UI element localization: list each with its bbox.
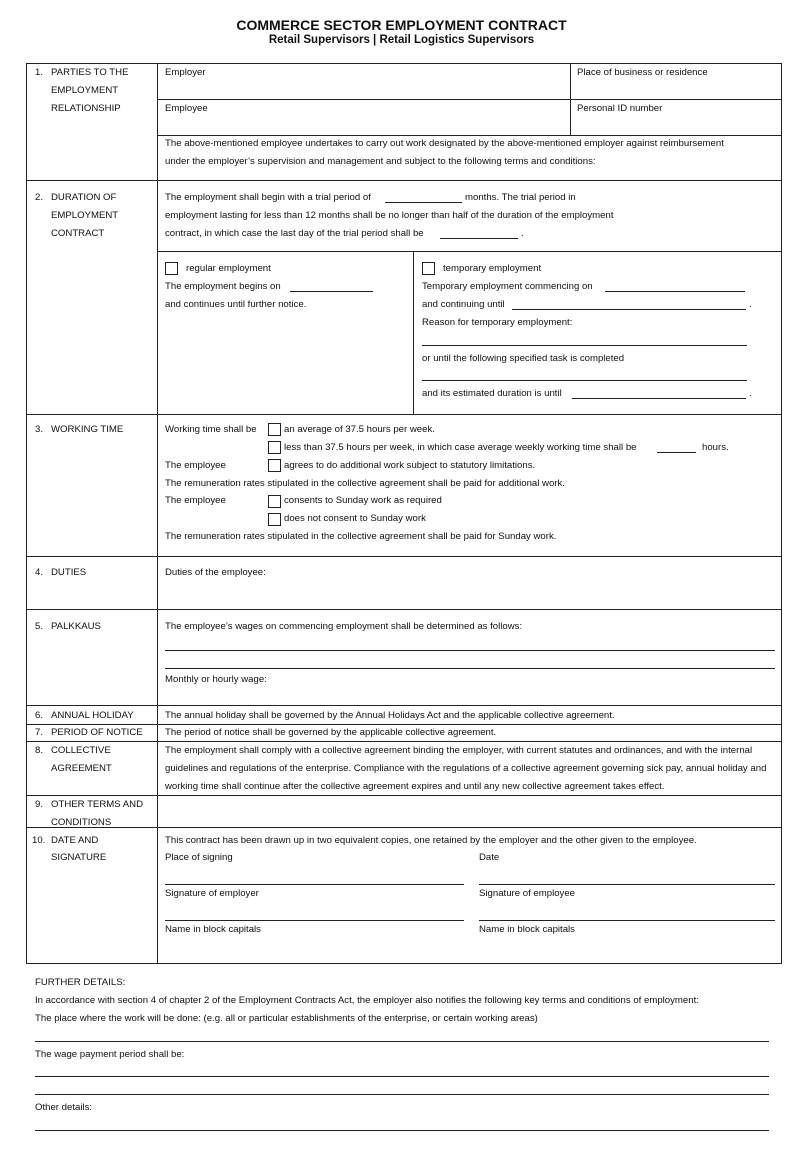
row-divider [26,724,782,725]
temporary-employment-checkbox[interactable] [422,262,435,275]
notice-period-text: The period of notice shall be governed by the applicable collective agreement. [165,727,497,738]
trial-end-date-blank[interactable] [440,238,518,239]
employee-signature-field[interactable] [479,920,775,921]
section-number: 4. [35,567,44,578]
duties-field[interactable] [158,582,781,608]
section-label: ANNUAL HOLIDAY [51,710,134,721]
section-number: 9. [35,799,44,810]
date-field[interactable] [479,884,775,885]
task-blank[interactable] [422,380,747,381]
section-label: COLLECTIVE [51,745,111,756]
wage-period-blank[interactable] [35,1076,769,1077]
section-label: AGREEMENT [51,763,112,774]
employer-signature-label: Signature of employer [165,888,259,899]
row-divider [26,705,782,706]
wage-period-blank[interactable] [35,1094,769,1095]
reason-blank[interactable] [422,345,747,346]
work-place-blank[interactable] [35,1041,769,1042]
less-hours-label: less than 37.5 hours per week, in which case average weekly working time shall be [284,442,637,453]
regular-employment-checkbox[interactable] [165,262,178,275]
employee-name-label: Name in block capitals [479,924,575,935]
trial-period-text: The employment shall begin with a trial period of [165,192,371,203]
other-details-blank[interactable] [35,1130,769,1131]
average-hours-checkbox[interactable] [268,423,281,436]
section-label: SIGNATURE [51,852,107,863]
hours-unit: hours. [702,442,729,453]
section-label: DURATION OF [51,192,117,203]
annual-holiday-text: The annual holiday shall be governed by the Annual Holidays Act and the applicable collective agreement. [165,710,615,721]
additional-work-label: agrees to do additional work subject to statutory limitations. [284,460,536,471]
section-number: 8. [35,745,44,756]
trial-period-text: contract, in which case the last day of the trial period shall be [165,228,424,239]
place-of-signing-label: Place of signing [165,852,233,863]
employer-address-field-label: Place of business or residence [577,67,708,78]
trial-period-text: employment lasting for less than 12 months shall be no longer than half of the duration of the employment [165,210,614,221]
temp-end-date-blank[interactable] [512,309,746,310]
row-divider [157,135,782,136]
work-place-text: The place where the work will be done: (e.g. all or particular establishments of the enterprise, or certain working areas) [35,1013,538,1024]
section-number: 7. [35,727,44,738]
monthly-wage-label: Monthly or hourly wage: [165,674,267,685]
punctuation: . [749,299,752,310]
working-time-text: Working time shall be [165,424,257,435]
estimated-text: and its estimated duration is until [422,388,562,399]
section-label: PERIOD OF NOTICE [51,727,143,738]
employer-field[interactable] [158,64,569,99]
section-label: PARTIES TO THE [51,67,129,78]
employee-text: The employee [165,495,226,506]
less-hours-checkbox[interactable] [268,441,281,454]
remuneration-text: The remuneration rates stipulated in the collective agreement shall be paid for additional work. [165,478,565,489]
section-number: 1. [35,67,44,78]
punctuation: . [749,388,752,399]
row-divider [26,556,782,557]
sunday-consent-checkbox[interactable] [268,495,281,508]
temp-commencing-text: Temporary employment commencing on [422,281,593,292]
section-label: CONDITIONS [51,817,112,828]
average-hours-label: an average of 37.5 hours per week. [284,424,435,435]
row-divider [26,414,782,415]
section-label: PALKKAUS [51,621,101,632]
trial-period-text: months. The trial period in [465,192,576,203]
page-title: COMMERCE SECTOR EMPLOYMENT CONTRACT [236,17,567,33]
temp-start-date-blank[interactable] [605,291,745,292]
section-number: 6. [35,710,44,721]
begin-date-blank[interactable] [290,291,373,292]
section-label: OTHER TERMS AND [51,799,144,810]
table-left-border [26,63,27,963]
section-number: 2. [35,192,44,203]
wage-period-label: The wage payment period shall be: [35,1049,185,1060]
duties-label: Duties of the employee: [165,567,266,578]
task-text: or until the following specified task is completed [422,353,625,364]
reason-text: Reason for temporary employment: [422,317,573,328]
sunday-no-consent-checkbox[interactable] [268,513,281,526]
date-label: Date [479,852,500,863]
wages-blank[interactable] [165,668,775,669]
other-details-label: Other details: [35,1102,93,1113]
other-terms-field[interactable] [158,796,781,827]
continuing-until-text: and continuing until [422,299,505,310]
employee-field[interactable] [158,100,569,135]
section-label: DUTIES [51,567,87,578]
page-subtitle: Retail Supervisors | Retail Logistics Supervisors [268,34,535,46]
trial-period-text: . [521,228,524,239]
employer-address-field[interactable] [571,64,781,99]
table-right-border [781,63,782,963]
label-column-divider [157,63,158,963]
intro-text: The above-mentioned employee undertakes to carry out work designated by the above-mentioned employer against reimbursement [165,138,724,149]
section-label: CONTRACT [51,228,105,239]
section-number: 3. [35,424,44,435]
wages-text: The employee’s wages on commencing employment shall be determined as follows: [165,621,523,632]
temporary-employment-label: temporary employment [443,263,542,274]
wages-blank[interactable] [165,650,775,651]
continues-text: and continues until further notice. [165,299,307,310]
section-label: WORKING TIME [51,424,124,435]
row-divider [26,609,782,610]
trial-months-blank[interactable] [385,202,462,203]
section-label: EMPLOYMENT [51,210,119,221]
further-details-text: In accordance with section 4 of chapter 2 of the Employment Contracts Act, the employer also notifies the following key terms and conditions of employment: [35,995,699,1006]
further-details-title: FURTHER DETAILS: [35,977,126,988]
section-label: RELATIONSHIP [51,103,121,114]
table-bottom-border [26,963,782,964]
additional-work-checkbox[interactable] [268,459,281,472]
employer-field-label: Employer [165,67,206,78]
collective-agreement-text: The employment shall comply with a collective agreement binding the employer, with current statutes and ordinances, and with the internal guidelines and regulations of the enterprise. Compliance with the regulations of a collective agreement governing sick pay, annual holiday and working time shall continue after the collective agreement expires and until any new collective agreement takes effect. [165,745,767,792]
column-divider [413,251,414,414]
monthly-wage-field[interactable] [280,672,775,692]
employer-name-label: Name in block capitals [165,924,261,935]
weekly-hours-blank[interactable] [657,452,696,453]
sunday-consent-label: consents to Sunday work as required [284,495,442,506]
section-number: 10. [32,835,46,846]
section-label: DATE AND [51,835,99,846]
regular-employment-label: regular employment [186,263,271,274]
row-divider [26,180,782,181]
employer-signature-field[interactable] [165,920,464,921]
place-of-signing-field[interactable] [165,884,464,885]
employee-signature-label: Signature of employee [479,888,575,899]
sunday-no-consent-label: does not consent to Sunday work [284,513,426,524]
copies-text: This contract has been drawn up in two equivalent copies, one retained by the employer and the other given to the employee. [165,835,697,846]
section-number: 5. [35,621,44,632]
employee-text: The employee [165,460,226,471]
personal-id-field-label: Personal ID number [577,103,663,114]
row-divider [157,251,782,252]
section-label: EMPLOYMENT [51,85,119,96]
remuneration-text: The remuneration rates stipulated in the collective agreement shall be paid for Sunday work. [165,531,557,542]
intro-text: under the employer’s supervision and management and subject to the following terms and conditions: [165,156,596,167]
estimated-date-blank[interactable] [572,398,746,399]
row-divider [26,827,782,828]
personal-id-field[interactable] [571,100,781,135]
begins-text: The employment begins on [165,281,281,292]
employee-field-label: Employee [165,103,208,114]
